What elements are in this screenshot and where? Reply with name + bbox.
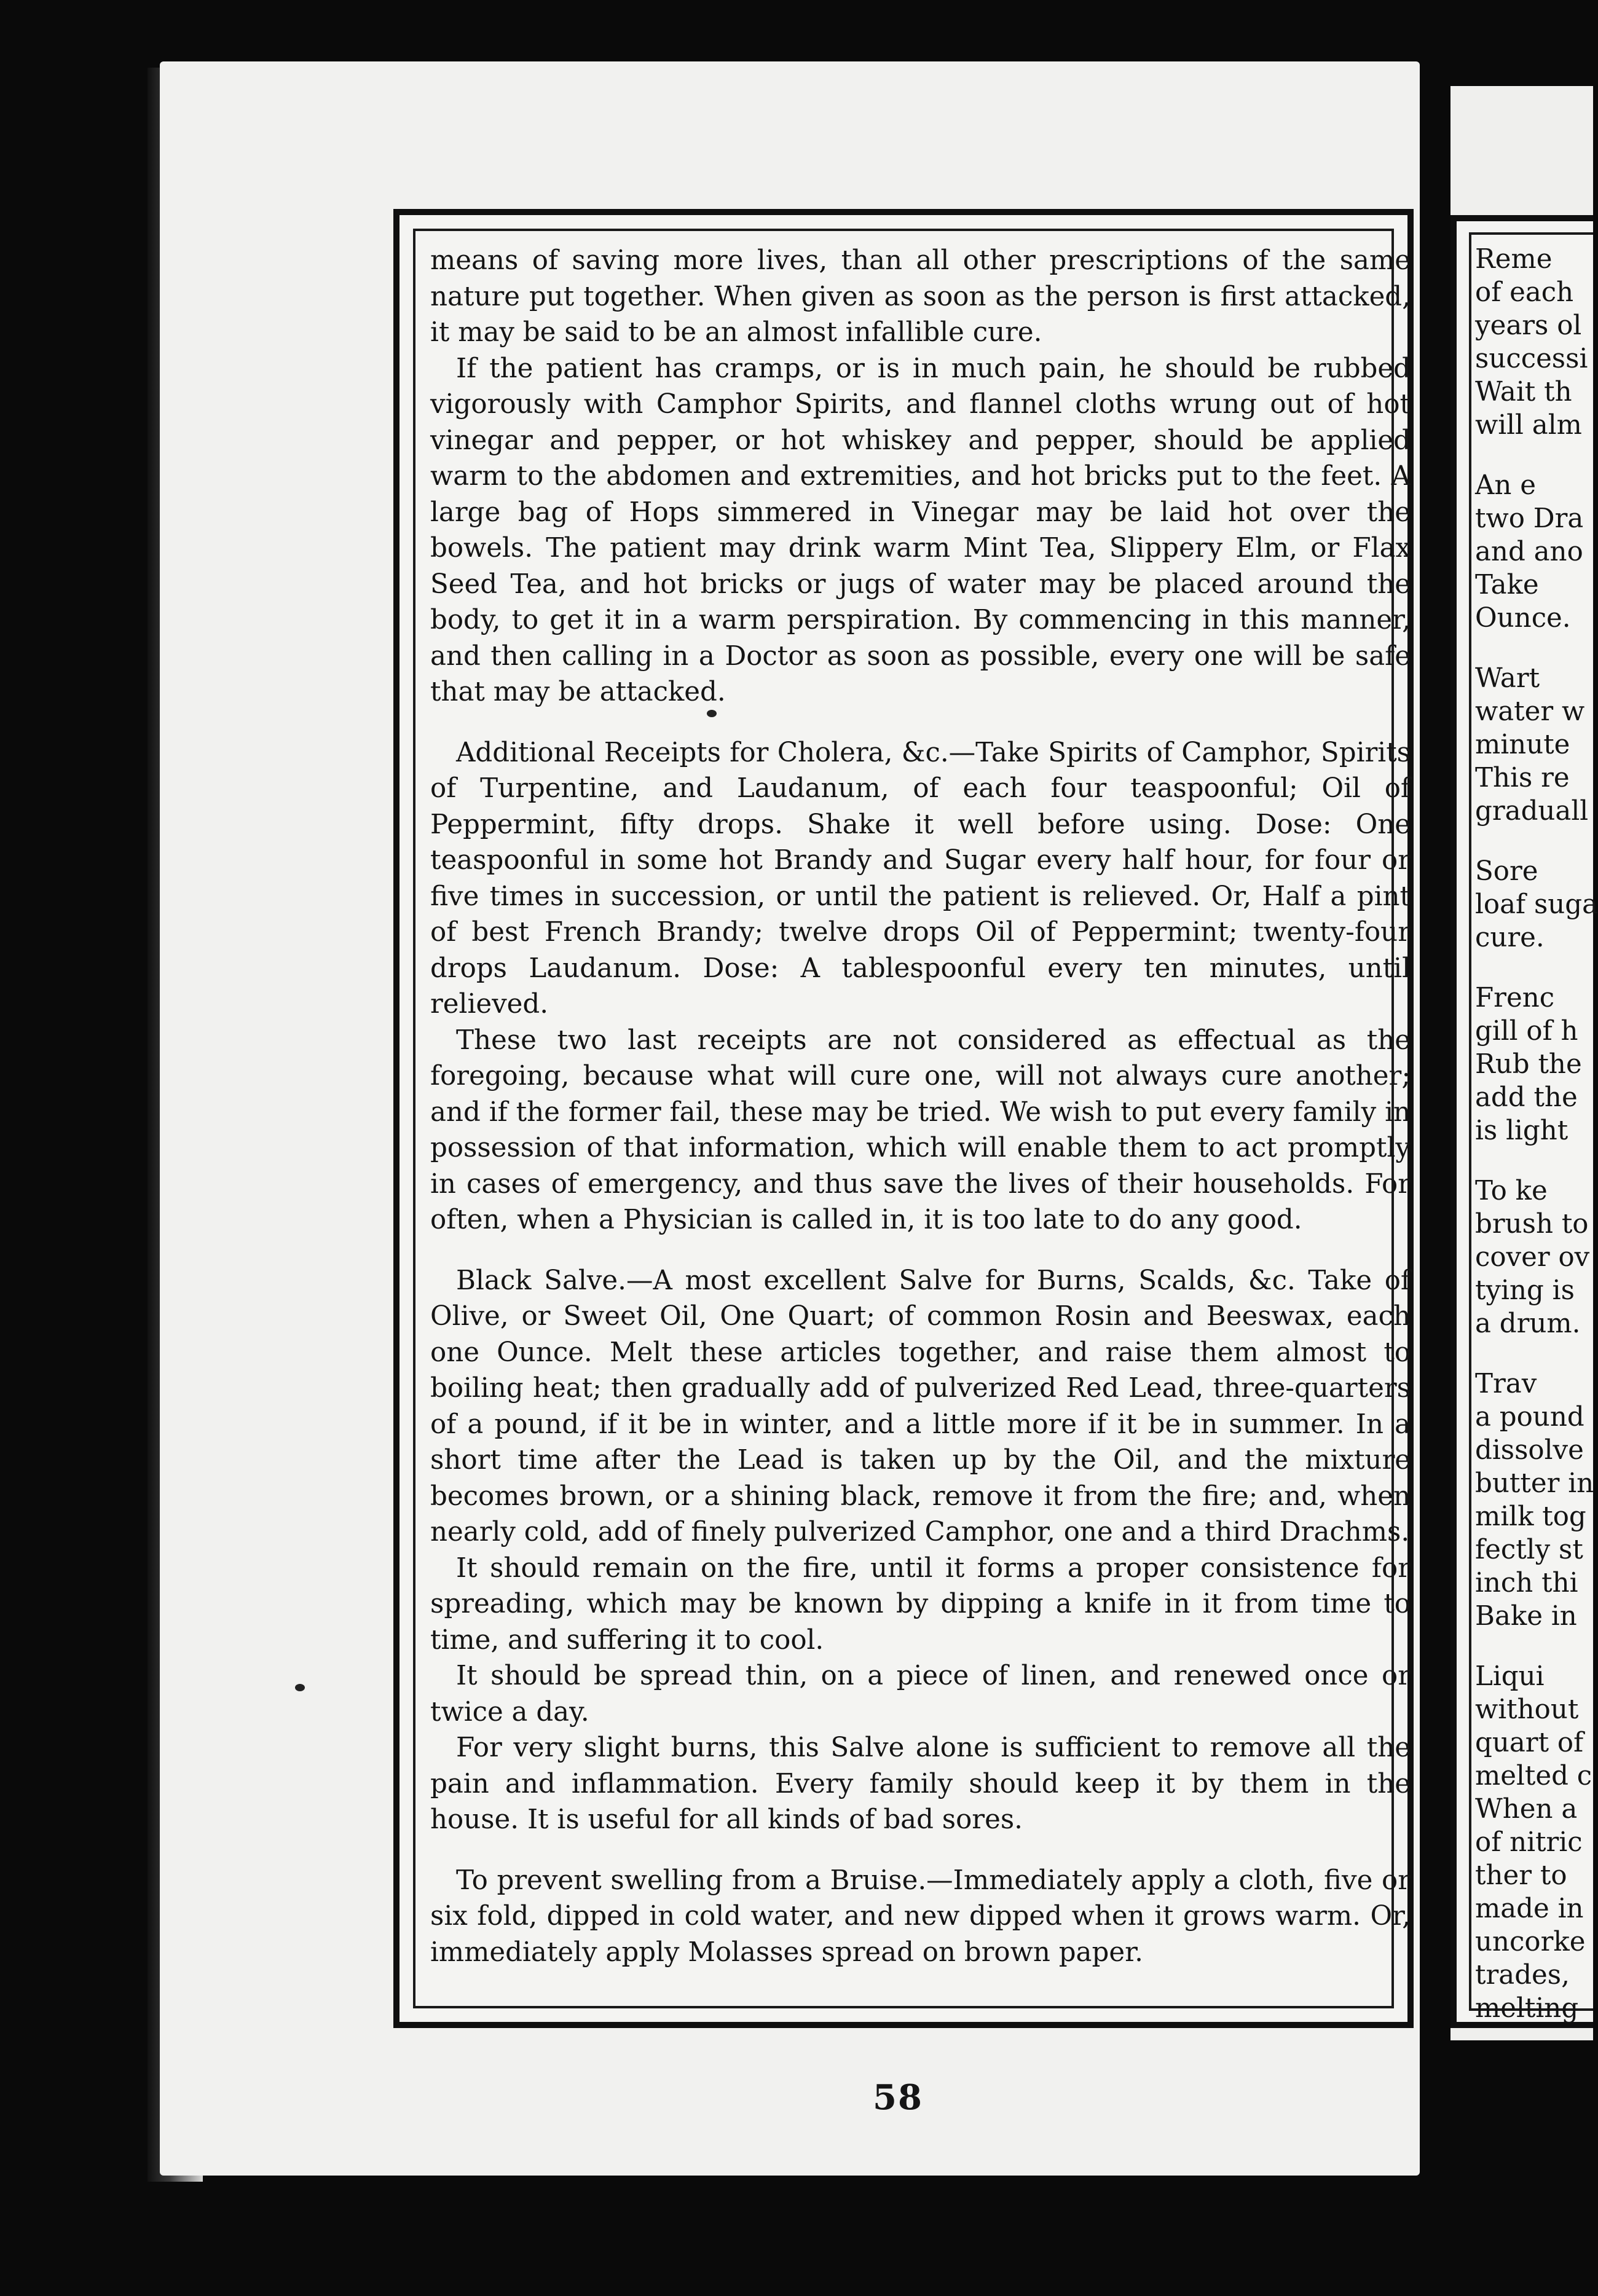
right-page-line: of each [1475,277,1574,308]
right-page-line: fectly st [1475,1535,1583,1565]
right-page-line: successi [1475,344,1588,374]
right-page-line: dissolve [1475,1435,1584,1466]
right-page-line: When a [1475,1794,1578,1825]
right-page-line: two Dra [1475,503,1584,534]
right-page-line: made in [1475,1893,1584,1924]
right-page-line: gill of h [1475,1016,1578,1047]
right-page-line: Liqui [1475,1661,1545,1692]
right-page-line: cure. [1475,922,1545,953]
right-page-line: ther to [1475,1860,1567,1891]
paragraph-receipts-note: These two last receipts are not considered as effectual as the foregoing, because what will cure one, will not always cure another; and if the former fail, these may be tried. We wish to put every family in possession of that information, which will enable them to act promptly in cases of emergency, and thus save the lives of their households. For often, when a Physician is called in, it is too late to do any good. [430,1024,1411,1235]
right-page-line: a drum. [1475,1308,1581,1339]
right-page-line: tying is [1475,1275,1575,1306]
right-page-line: Sore [1475,856,1538,887]
right-page-text-fragment [1475,243,1598,2024]
right-page-line: trades, [1475,1960,1570,1991]
right-page-line: This re [1475,763,1570,793]
paragraph-cramps: If the patient has cramps, or is in much pain, he should be rubbed vigorously with Camphor Spirits, and flannel cloths wrung out of hot vinegar and pepper, or hot whiskey and pepper, should be applied warm to the abdomen and extremities, and hot bricks put to the feet. A large bag of Hops simmered in Vinegar may be laid hot over the bowels. The patient may drink warm Mint Tea, Slippery Elm, or Flax Seed Tea, and hot bricks or jugs of water may be placed around the body, to get it in a warm perspiration. By commencing in this manner, and then calling in a Doctor as soon as possible, every one will be safe that may be attacked. [430,353,1411,707]
paragraph-salve-consistence: It should remain on the fire, until it forms a proper consistence for spreading, which may be known by dipping a knife in it from time to time, and suffering it to cool. [430,1552,1411,1656]
right-page-line: graduall [1475,796,1589,827]
right-page-line: years ol [1475,310,1582,341]
section-additional-receipts: Additional Receipts for Cholera, &c.—Take Spirits of Camphor, Spirits of Turpentine, and Laudanum, of each four teaspoonful; Oil of Peppermint, fifty drops. Shake it well before using. Dose: One teaspoonful in some hot Brandy and Sugar every half hour, for four or five times in succession, or until the patient is relieved. Or, Half a pint of best French Brandy; twelve drops Oil of Peppermint; twenty-four drops Laudanum. Dose: A tablespoonful every ten minutes, until relieved. [430,737,1411,1020]
right-page-line: Wart [1475,663,1540,694]
right-page-line: minute [1475,729,1570,760]
right-page-line: butter in [1475,1468,1594,1499]
page-number: 58 [873,2077,923,2118]
right-page-line: Ounce. [1475,603,1571,634]
right-page-line: without [1475,1694,1579,1725]
print-speck [707,710,717,717]
paragraph-salve-burns: For very slight burns, this Salve alone is sufficient to remove all the pain and inflammation. Every family should keep it by them in the house. It is useful for all kinds of bad sores. [430,1732,1411,1835]
print-speck [295,1684,305,1691]
right-page-line: Frenc [1475,983,1555,1013]
section-bruise: To prevent swelling from a Bruise.—Immediately apply a cloth, five or six fold, dipped in cold water, and new dipped when it grows warm. Or, immediately apply Molasses spread on brown paper. [430,1865,1411,1968]
right-page-line: will alm [1475,410,1582,441]
right-page-line: is light [1475,1115,1568,1146]
right-page-line: Bake in [1475,1601,1577,1632]
right-page-line: melting [1475,1993,1579,2024]
right-page-line: uncorke [1475,1927,1586,1957]
right-page-line: melted c [1475,1761,1592,1791]
right-page-line: inch thi [1475,1568,1578,1598]
right-page-line: add the [1475,1082,1578,1113]
paragraph-continuation: means of saving more lives, than all other prescriptions of the same nature put together. When given as soon as the person is first attacked, it may be said to be an almost infallible cure. [430,245,1411,348]
right-page-line: Wait th [1475,377,1572,407]
right-page-line: loaf suga [1475,889,1598,920]
main-text-column [430,243,1411,2007]
right-page-line: Rub the [1475,1049,1582,1080]
section-black-salve: Black Salve.—A most excellent Salve for Burns, Scalds, &c. Take of Olive, or Sweet Oil, One Quart; of common Rosin and Beeswax, each one Ounce. Melt these articles together, and raise them almost to boiling heat; then gradually add of pulverized Red Lead, three-quarters of a pound, if it be in winter, and a little more if it be in summer. In a short time after the Lead is taken up by the Oil, and the mixture becomes brown, or a shining black, remove it from the fire; and, when nearly cold, add of finely pulverized Camphor, one and a third Drachms. [430,1265,1411,1547]
paragraph-salve-spread: It should be spread thin, on a piece of linen, and renewed once or twice a day. [430,1661,1411,1728]
right-page-line: Take [1475,570,1539,600]
right-page-line: water w [1475,696,1585,727]
right-page-line: a pound [1475,1402,1584,1433]
right-page-line: brush to [1475,1209,1589,1240]
right-page-line: Reme [1475,244,1553,275]
right-page-line: and ano [1475,537,1583,567]
right-page-line: cover ov [1475,1242,1590,1273]
right-page-line: of nitric [1475,1827,1583,1858]
right-page-line: milk tog [1475,1501,1586,1532]
right-page-line: To ke [1475,1176,1548,1206]
right-page-line: An e [1475,470,1537,501]
right-page-line: quart of [1475,1728,1584,1758]
right-page-line: Trav [1475,1369,1537,1399]
